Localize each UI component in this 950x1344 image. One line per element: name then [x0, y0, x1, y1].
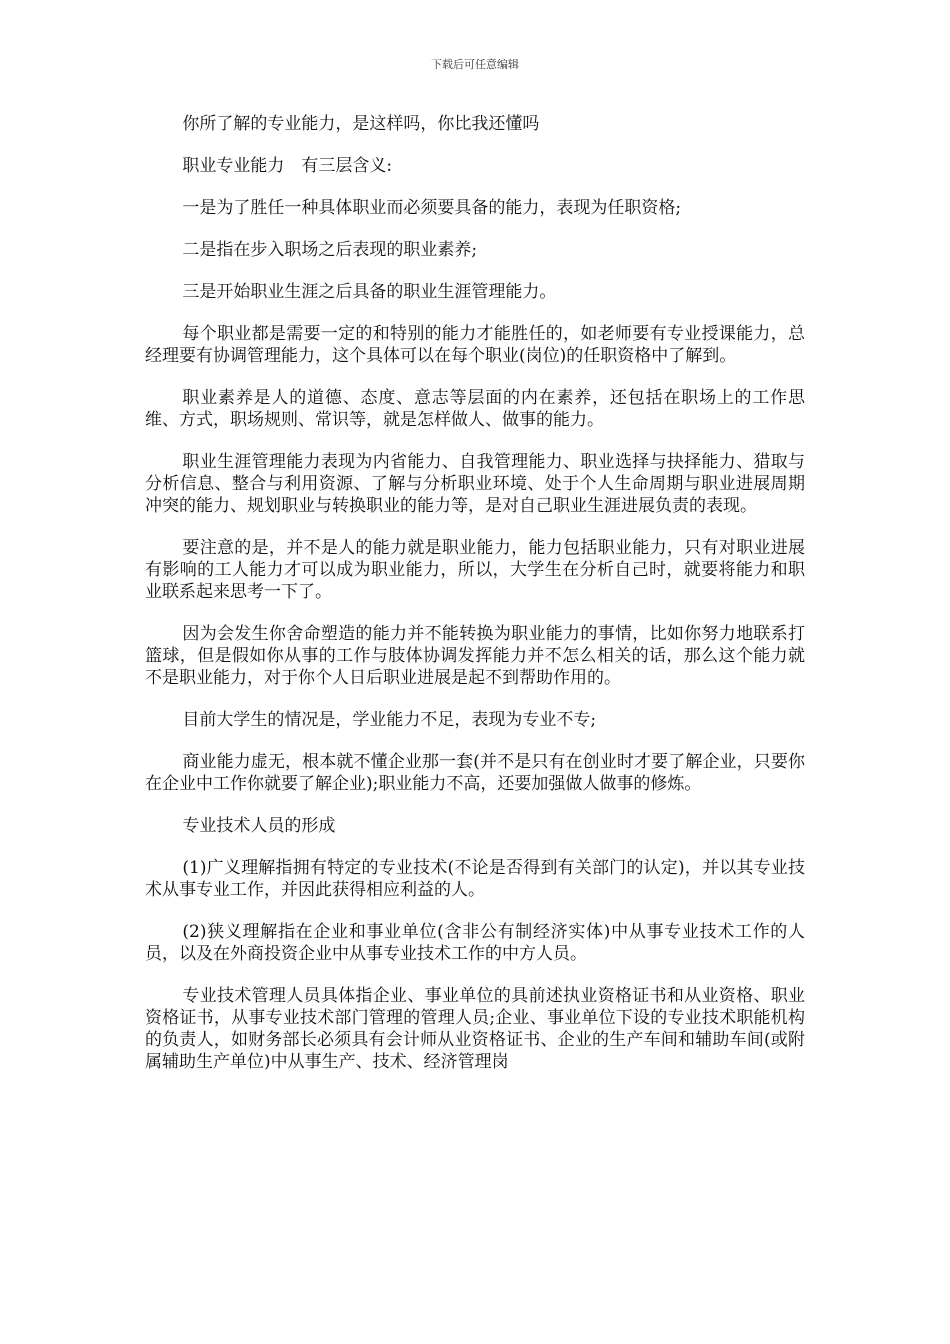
- paragraph-12: 商业能力虚无，根本就不懂企业那一套(并不是只有在创业时才要了解企业，只要你在企业中工作你就要了解企业);职业能力不高，还要加强做人做事的修炼。: [145, 752, 805, 794]
- paragraph-16: 专业技术管理人员具体指企业、事业单位的具前述执业资格证书和从业资格、职业资格证书，从事专业技术部门管理的管理人员;企业、事业单位下设的专业技术职能机构的负责人，如财务部长必须具有会计师从业资格证书、企业的生产车间和辅助车间(或附属辅助生产单位)中从事生产、技术、经济管理岗: [145, 986, 805, 1072]
- paragraph-14: (1)广义理解指拥有特定的专业技术(不论是否得到有关部门的认定)，并以其专业技术从事专业工作，并因此获得相应利益的人。: [145, 858, 805, 900]
- paragraph-10: 因为会发生你舍命塑造的能力并不能转换为职业能力的事情，比如你努力地联系打篮球，但是假如你从事的工作与肢体协调发挥能力并不怎么相关的话，那么这个能力就不是职业能力，对于你个人日后职业进展是起不到帮助作用的。: [145, 624, 805, 688]
- paragraph-3: 一是为了胜任一种具体职业而必须要具备的能力，表现为任职资格;: [182, 198, 682, 218]
- paragraph-1: 你所了解的专业能力，是这样吗，你比我还懂吗: [182, 114, 540, 134]
- paragraph-4: 二是指在步入职场之后表现的职业素养;: [182, 240, 478, 260]
- paragraph-2: 职业专业能力 有三层含义:: [182, 156, 393, 176]
- paragraph-5: 三是开始职业生涯之后具备的职业生涯管理能力。: [182, 282, 557, 302]
- document-body: [145, 113, 805, 1093]
- paragraph-6: 每个职业都是需要一定的和特别的能力才能胜任的，如老师要有专业授课能力，总经理要有协调管理能力，这个具体可以在每个职业(岗位)的任职资格中了解到。: [145, 324, 805, 366]
- section-heading: 专业技术人员的形成: [182, 816, 336, 836]
- page-header: 下载后可任意编辑: [431, 58, 519, 71]
- paragraph-15: (2)狭义理解指在企业和事业单位(含非公有制经济实体)中从事专业技术工作的人员，以及在外商投资企业中从事专业技术工作的中方人员。: [145, 922, 805, 964]
- paragraph-8: 职业生涯管理能力表现为内省能力、自我管理能力、职业选择与抉择能力、猎取与分析信息、整合与利用资源、了解与分析职业环境、处于个人生命周期与职业进展周期冲突的能力、规划职业与转换职业的能力等，是对自己职业生涯进展负责的表现。: [145, 452, 805, 516]
- paragraph-9: 要注意的是，并不是人的能力就是职业能力，能力包括职业能力，只有对职业进展有影响的工人能力才可以成为职业能力，所以，大学生在分析自己时，就要将能力和职业联系起来思考一下了。: [145, 538, 805, 602]
- paragraph-7: 职业素养是人的道德、态度、意志等层面的内在素养，还包括在职场上的工作思维、方式，职场规则、常识等，就是怎样做人、做事的能力。: [145, 388, 805, 430]
- paragraph-11: 目前大学生的情况是，学业能力不足，表现为专业不专;: [182, 710, 597, 730]
